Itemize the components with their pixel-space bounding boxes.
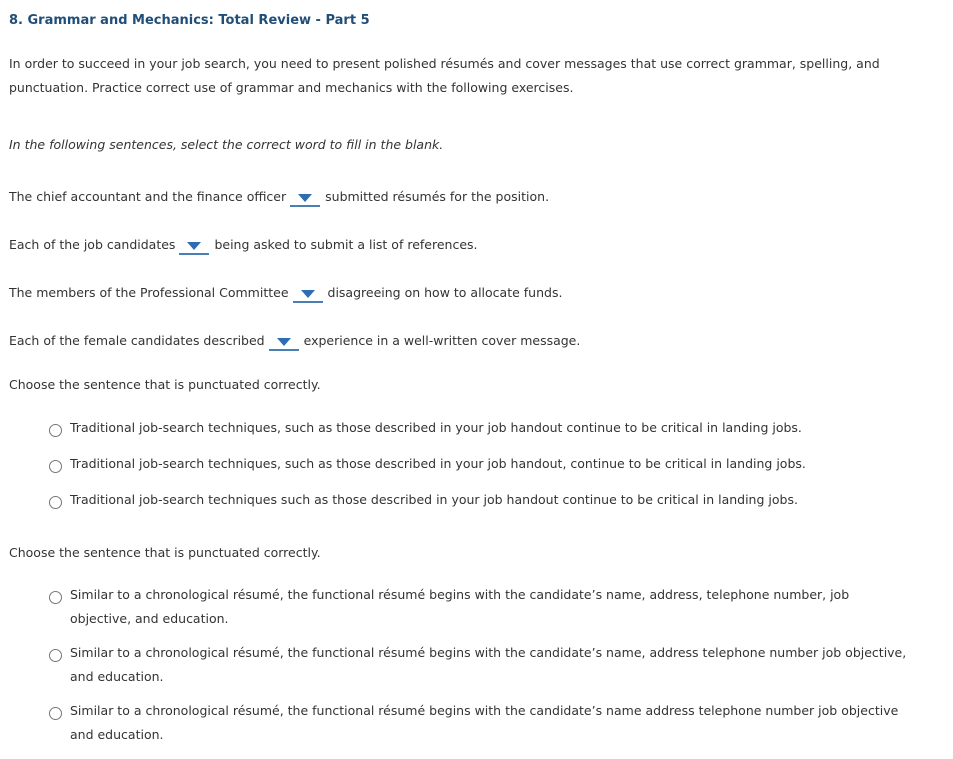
question-2-prompt: Choose the sentence that is punctuated correctly.	[9, 545, 321, 560]
question-2-option-2[interactable]	[49, 645, 909, 689]
option-label: Similar to a chronological résumé, the functional résumé begins with the candidate’s name address telephone number job objective and education.	[70, 703, 899, 742]
word-dropdown-1[interactable]	[290, 190, 320, 207]
sentence-text-after: experience in a well-written cover message.	[303, 333, 581, 348]
radio-button[interactable]	[49, 460, 62, 473]
chevron-down-icon	[298, 194, 312, 202]
fill-blank-sentence-3	[9, 280, 562, 300]
option-label: Traditional job-search techniques, such as those described in your job handout, continue to be critical in landing jobs.	[70, 456, 806, 471]
fill-blank-sentence-2	[9, 232, 478, 252]
fill-blank-sentence-1	[9, 184, 549, 204]
sentence-text-before: The members of the Professional Committee	[9, 285, 289, 300]
chevron-down-icon	[277, 338, 291, 346]
chevron-down-icon	[187, 242, 201, 250]
option-label: Similar to a chronological résumé, the functional résumé begins with the candidate’s name, address, telephone number, job objective, and education.	[70, 587, 850, 626]
fill-blank-sentence-4	[9, 328, 580, 348]
sentence-text-after: submitted résumés for the position.	[325, 189, 550, 204]
radio-button[interactable]	[49, 707, 62, 720]
sentence-text-after: disagreeing on how to allocate funds.	[327, 285, 563, 300]
question-2-option-1[interactable]	[49, 587, 909, 631]
sentence-text-after: being asked to submit a list of references.	[214, 237, 478, 252]
chevron-down-icon	[301, 290, 315, 298]
option-label: Similar to a chronological résumé, the functional résumé begins with the candidate’s name, address telephone number job objective, and education.	[70, 645, 907, 684]
sentence-text-before: The chief accountant and the finance officer	[9, 189, 287, 204]
radio-button[interactable]	[49, 496, 62, 509]
question-1-option-1[interactable]	[49, 420, 802, 440]
intro-paragraph: In order to succeed in your job search, you need to present polished résumés and cover messages that use correct grammar, spelling, and punctuation. Practice correct use of grammar and mechanics with the following exercises.	[9, 56, 880, 95]
word-dropdown-4[interactable]	[269, 334, 299, 351]
sentence-text-before: Each of the female candidates described	[9, 333, 265, 348]
sentence-text-before: Each of the job candidates	[9, 237, 176, 252]
question-1-prompt: Choose the sentence that is punctuated correctly.	[9, 377, 321, 392]
question-1-option-2[interactable]	[49, 456, 806, 476]
question-1-option-3[interactable]	[49, 492, 798, 512]
question-2-option-3[interactable]	[49, 703, 909, 747]
page-title: 8. Grammar and Mechanics: Total Review - Part 5	[9, 13, 370, 28]
radio-button[interactable]	[49, 591, 62, 604]
radio-button[interactable]	[49, 424, 62, 437]
instructions: In the following sentences, select the correct word to fill in the blank.	[9, 137, 444, 152]
word-dropdown-2[interactable]	[179, 238, 209, 255]
option-label: Traditional job-search techniques, such as those described in your job handout continue to be critical in landing jobs.	[70, 420, 802, 435]
radio-button[interactable]	[49, 649, 62, 662]
word-dropdown-3[interactable]	[293, 286, 323, 303]
option-label: Traditional job-search techniques such as those described in your job handout continue to be critical in landing jobs.	[70, 492, 798, 507]
